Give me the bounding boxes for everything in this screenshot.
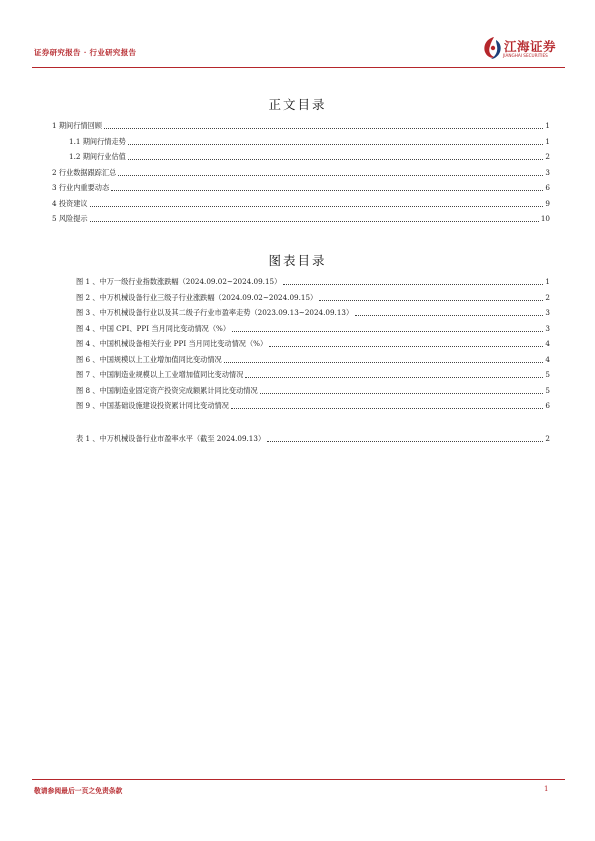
jianghai-logo-icon <box>482 35 504 61</box>
dot-leader <box>267 441 543 442</box>
table-entry-page: 2 <box>545 434 550 443</box>
toc-entry-page: 10 <box>540 214 550 223</box>
toc-title: 正文目录 <box>268 97 327 112</box>
report-breadcrumb: 证券研究报告 · 行业研究报告 <box>34 48 137 57</box>
figure-entry[interactable] <box>76 401 550 411</box>
figure-entry-page: 5 <box>545 386 550 395</box>
figure-entry[interactable] <box>76 293 550 303</box>
figure-entry-page: 6 <box>545 401 550 410</box>
toc-entry[interactable] <box>69 152 550 162</box>
toc-entry-text: 4 投资建议 <box>52 199 88 208</box>
dot-leader <box>231 408 544 409</box>
toc-entry-text: 5 风险提示 <box>52 214 88 223</box>
figure-entry[interactable] <box>76 277 550 287</box>
figure-entry[interactable] <box>76 386 550 396</box>
toc-entry[interactable] <box>52 199 550 209</box>
dot-leader <box>128 159 544 160</box>
figure-entry-text: 图 4 、中国机械设备相关行业 PPI 当月同比变动情况（%） <box>76 339 268 348</box>
figure-entry-page: 5 <box>545 370 550 379</box>
dot-leader <box>118 175 543 176</box>
dot-leader <box>260 393 544 394</box>
figure-entry[interactable] <box>76 339 550 349</box>
toc-entry-text: 3 行业内重要动态 <box>52 183 110 192</box>
figure-entry-page: 1 <box>545 277 550 286</box>
figure-entry-text: 图 3 、中万机械设备行业以及其二级子行业市盈率走势（2023.09.13~2024.09.13） <box>76 308 354 317</box>
figure-entry-page: 2 <box>545 293 550 302</box>
toc-entry[interactable] <box>52 121 550 131</box>
figure-entry-page: 3 <box>545 308 550 317</box>
dot-leader <box>90 206 544 207</box>
toc-entry-page: 1 <box>545 121 550 130</box>
dot-leader <box>224 362 544 363</box>
logo-chinese-name: 江海证券 <box>504 39 557 54</box>
table-entry[interactable] <box>76 434 550 444</box>
dot-leader <box>319 300 543 301</box>
header-divider <box>32 67 565 68</box>
toc-entry-text: 1.2 期间行业估值 <box>69 152 126 161</box>
figure-entry-text: 图 1 、中万一级行业指数涨跌幅（2024.09.02~2024.09.15） <box>76 277 282 286</box>
dot-leader <box>269 346 543 347</box>
figure-entry-text: 图 6 、中国规模以上工业增加值同比变动情况 <box>76 355 222 364</box>
figure-entry-text: 图 4 、中国 CPI、PPI 当月同比变动情况（%） <box>76 324 231 333</box>
figure-entry-page: 4 <box>545 355 550 364</box>
page-number: 1 <box>544 785 549 793</box>
toc-entry-page: 1 <box>545 137 550 146</box>
dot-leader <box>90 221 539 222</box>
toc-entry-page: 2 <box>545 152 550 161</box>
figure-entry-page: 3 <box>545 324 550 333</box>
toc-entry-page: 9 <box>545 199 550 208</box>
toc-entry[interactable] <box>52 183 550 193</box>
figure-entry[interactable] <box>76 355 550 365</box>
figure-entry[interactable] <box>76 370 550 380</box>
figures-title: 图表目录 <box>268 253 327 268</box>
logo-english-name: JIANGHAI SECURITIES <box>503 53 548 58</box>
figure-entry[interactable] <box>76 308 550 318</box>
dot-leader <box>104 128 543 129</box>
table-entry-text: 表 1 、中万机械设备行业市盈率水平（截至 2024.09.13） <box>76 434 266 443</box>
company-logo <box>482 34 567 64</box>
dot-leader <box>283 284 543 285</box>
toc-entry-page: 6 <box>545 183 550 192</box>
toc-entry[interactable] <box>69 137 550 147</box>
disclaimer-note: 敬请参阅最后一页之免责条款 <box>34 787 123 795</box>
figure-entry-page: 4 <box>545 339 550 348</box>
toc-entry-text: 1.1 期间行情走势 <box>69 137 126 146</box>
figure-entry-text: 图 8 、中国制造业固定资产投资完成额累计同比变动情况 <box>76 386 258 395</box>
dot-leader <box>355 315 543 316</box>
toc-entry-text: 1 期间行情回顾 <box>52 121 102 130</box>
figure-entry-text: 图 9 、中国基础设施建设投资累计同比变动情况 <box>76 401 229 410</box>
toc-entry-text: 2 行业数据跟踪汇总 <box>52 168 117 177</box>
toc-entry-page: 3 <box>545 168 550 177</box>
toc-entry[interactable] <box>52 214 550 224</box>
dot-leader <box>232 331 543 332</box>
footer-divider <box>32 779 565 780</box>
toc-entry[interactable] <box>52 168 550 178</box>
dot-leader <box>128 144 544 145</box>
figure-entry-text: 图 7 、中国制造业规模以上工业增加值同比变动情况 <box>76 370 244 379</box>
dot-leader <box>111 190 543 191</box>
figure-entry-text: 图 2 、中万机械设备行业三级子行业涨跌幅（2024.09.02~2024.09.15） <box>76 293 318 302</box>
dot-leader <box>245 377 543 378</box>
figure-entry[interactable] <box>76 324 550 334</box>
